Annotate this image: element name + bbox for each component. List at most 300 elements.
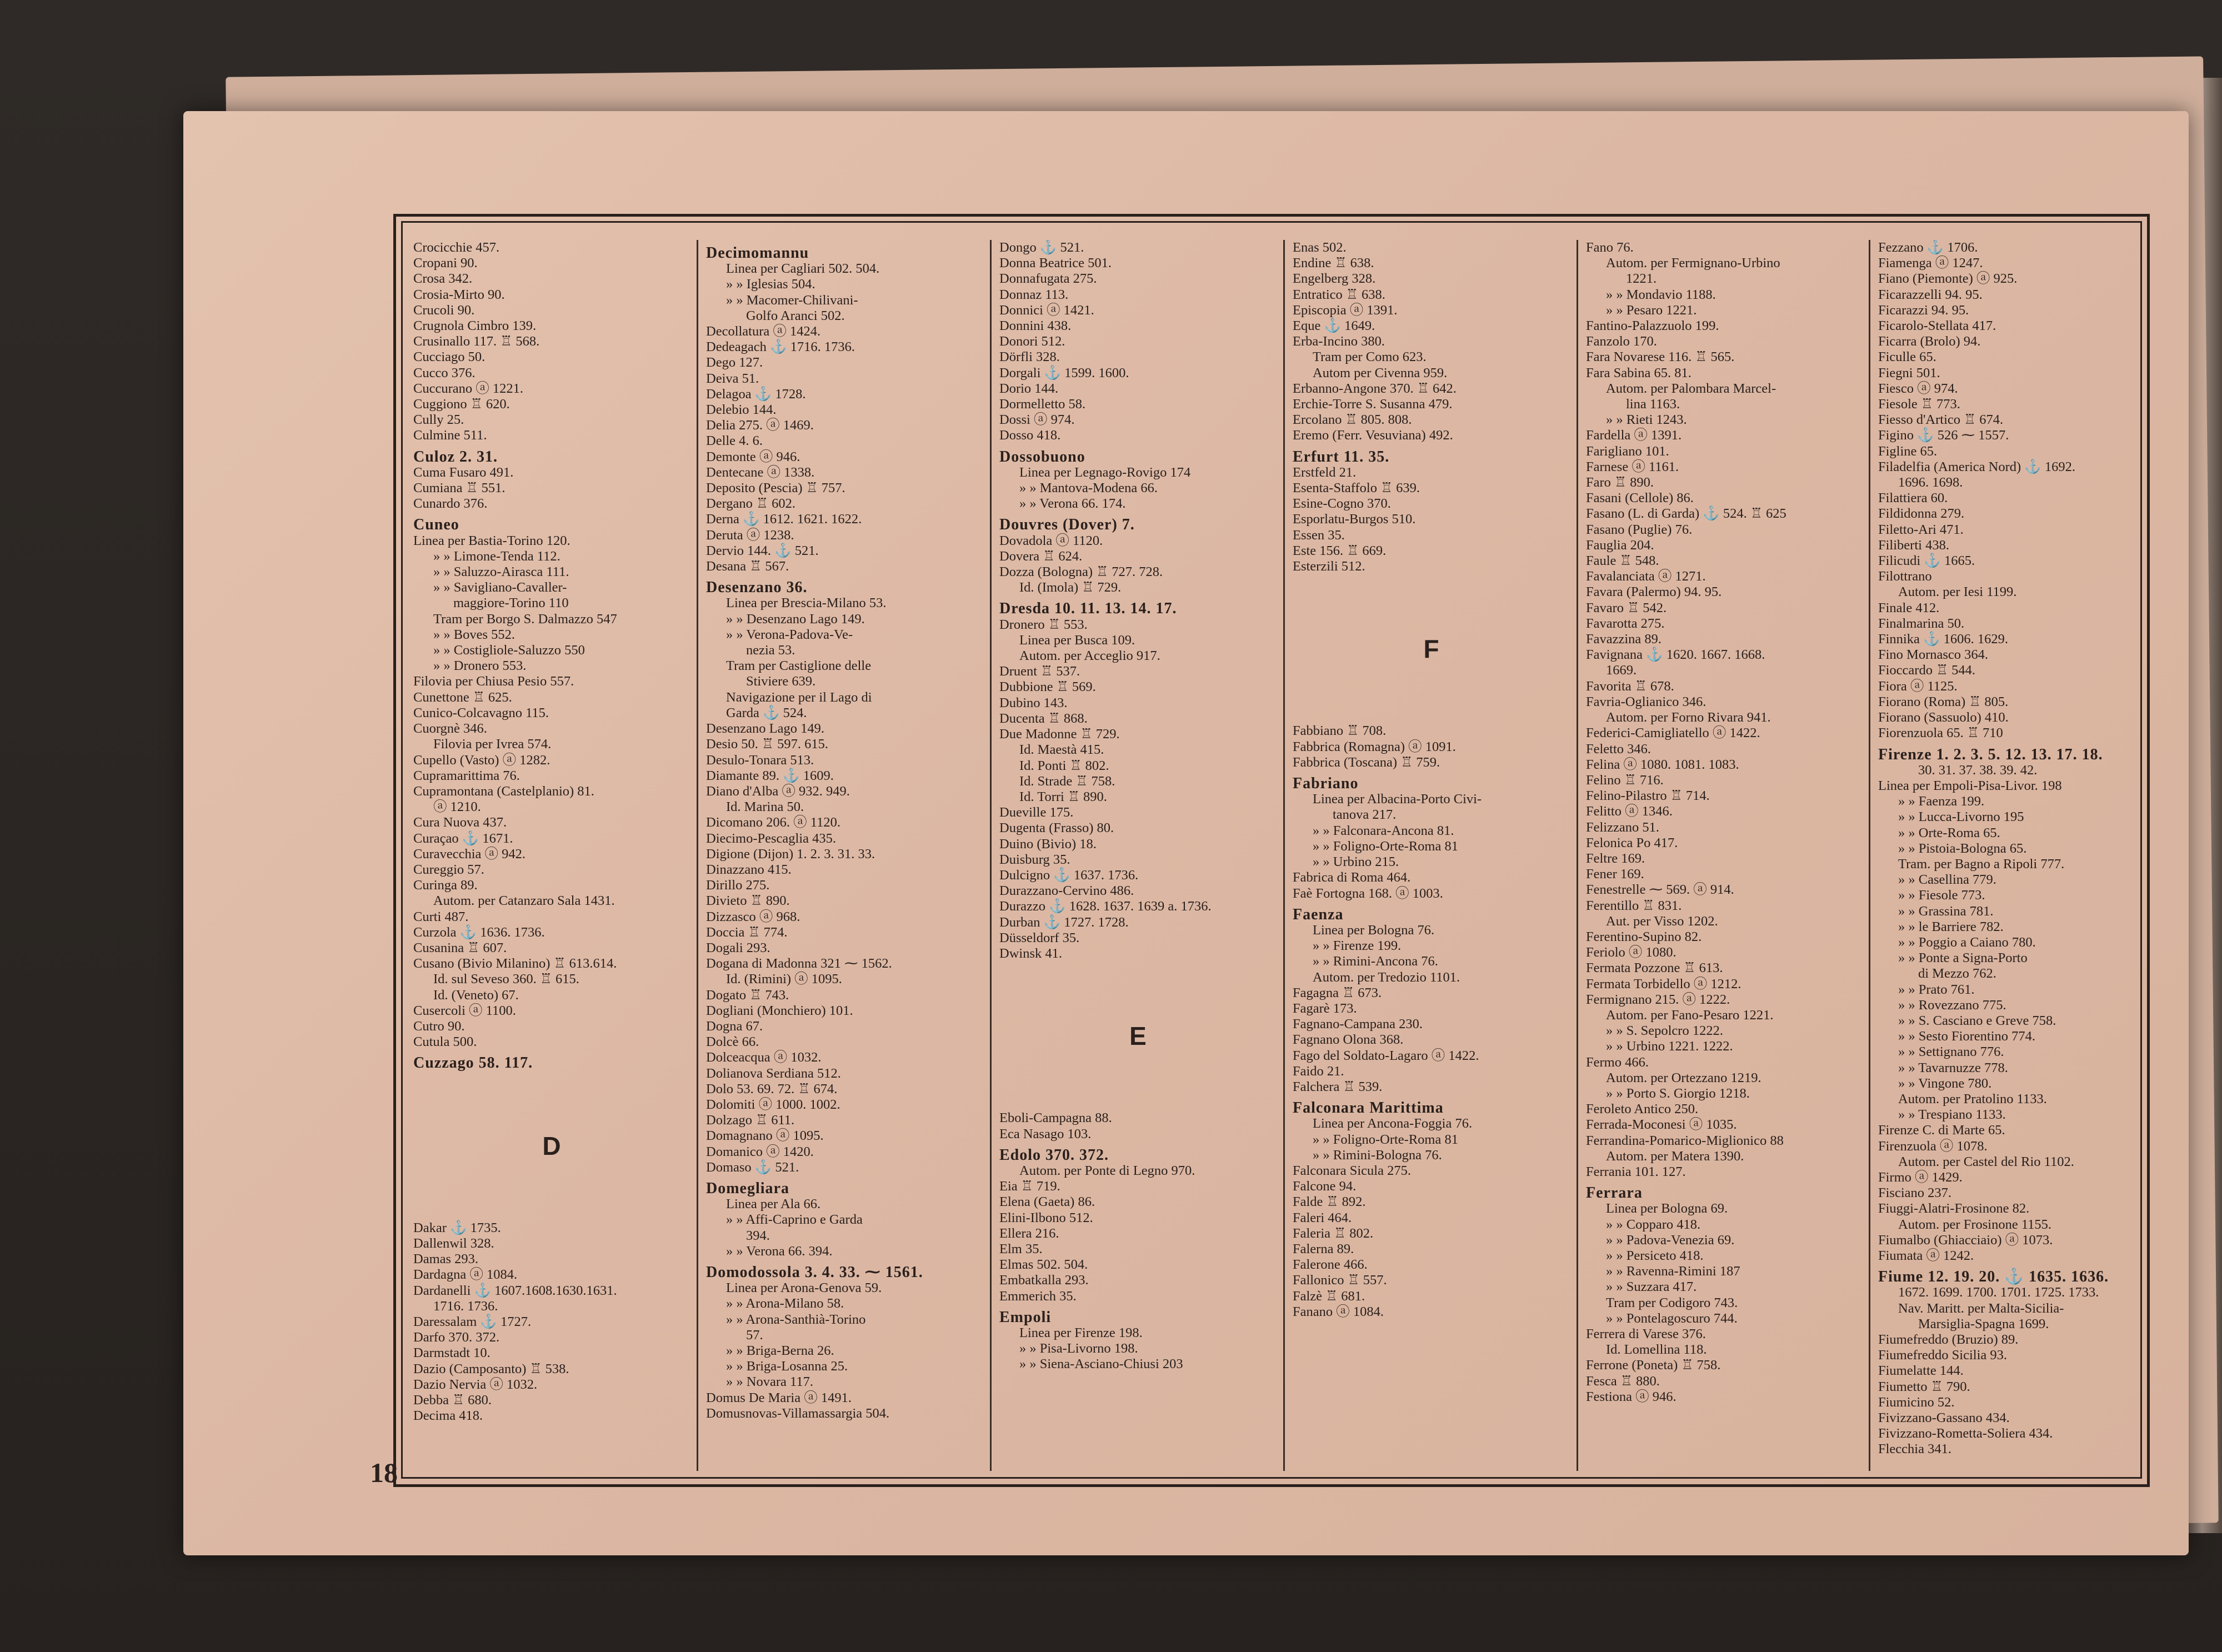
- index-entry: Dergano ♖ 602.: [706, 496, 795, 512]
- index-entry: Erbanno-Angone 370. ♖ 642.: [1293, 381, 1457, 396]
- index-entry: Favorita ♖ 678.: [1586, 678, 1674, 694]
- index-entry: » » Orte-Roma 65.: [1898, 825, 2000, 840]
- index-entry: Digione (Dijon) 1. 2. 3. 31. 33.: [706, 846, 875, 862]
- index-entry: Faleri 464.: [1293, 1210, 1352, 1225]
- index-entry: Fermo 466.: [1586, 1054, 1649, 1070]
- index-entry: Diano d'Alba ⓐ 932. 949.: [706, 783, 850, 799]
- index-entry: Id. (Imola) ♖ 729.: [1019, 580, 1122, 595]
- index-entry: Fanzolo 170.: [1586, 334, 1657, 349]
- index-entry: Linea per Bologna 76.: [1313, 922, 1435, 938]
- index-entry: Linea per Bologna 69.: [1606, 1201, 1728, 1217]
- index-entry: Durazzo ⚓ 1628. 1637. 1639 a. 1736.: [999, 899, 1212, 914]
- index-entry: Fivizzano-Gassano 434.: [1878, 1410, 2010, 1426]
- index-entry: Diecimo-Pescaglia 435.: [706, 830, 837, 846]
- index-entry: Delia 275. ⓐ 1469.: [706, 418, 814, 433]
- index-heading: Erfurt 11. 35.: [1293, 448, 1390, 465]
- index-entry: Erchie-Torre S. Susanna 479.: [1293, 397, 1453, 412]
- index-entry: Ficarazzi 94. 95.: [1878, 302, 1969, 318]
- index-entry: Deruta ⓐ 1238.: [706, 527, 794, 543]
- index-entry: Linea per Busca 109.: [1019, 632, 1135, 648]
- index-entry: » » Poggio a Caiano 780.: [1898, 934, 2036, 950]
- index-entry: Festiona ⓐ 946.: [1586, 1389, 1676, 1404]
- index-entry: Dizzasco ⓐ 968.: [706, 909, 800, 924]
- index-entry: » » Trespiano 1133.: [1898, 1107, 2006, 1123]
- index-entry: Autom. per Frosinone 1155.: [1898, 1217, 2052, 1232]
- index-entry: Eia ♖ 719.: [999, 1179, 1060, 1194]
- index-entry: Linea per Brescia-Milano 53.: [726, 595, 887, 611]
- index-entry: Cusano (Bivio Milanino) ♖ 613.614.: [413, 956, 617, 972]
- index-entry: Tram. per Bagno a Ripoli 777.: [1898, 856, 2065, 872]
- index-entry: Dogna 67.: [706, 1018, 763, 1034]
- index-entry: Fiuggi-Alatri-Frosinone 82.: [1878, 1201, 2030, 1217]
- index-entry: » » Briga-Berna 26.: [726, 1343, 834, 1359]
- index-entry: Fara Novarese 116. ♖ 565.: [1586, 349, 1735, 365]
- index-heading: Decimomannu: [706, 244, 809, 262]
- index-entry: Deiva 51.: [706, 371, 759, 386]
- index-entry: Felonica Po 417.: [1586, 835, 1678, 850]
- index-entry: Fabbrica (Toscana) ♖ 759.: [1293, 754, 1440, 770]
- index-entry: Feriolo ⓐ 1080.: [1586, 945, 1676, 960]
- index-entry: Fallonico ♖ 557.: [1293, 1273, 1387, 1288]
- index-entry: Fara Sabina 65. 81.: [1586, 365, 1691, 381]
- index-entry: » » Suzzara 417.: [1606, 1279, 1697, 1295]
- index-column-3: [990, 240, 1282, 1471]
- index-entry: » » Rieti 1243.: [1606, 412, 1687, 428]
- index-entry: Endine ♖ 638.: [1293, 256, 1374, 271]
- index-entry: Duino (Bivio) 18.: [999, 836, 1097, 852]
- index-entry: Cuccurano ⓐ 1221.: [413, 381, 523, 396]
- index-entry: Esine-Cogno 370.: [1293, 496, 1391, 512]
- index-entry: Farnese ⓐ 1161.: [1586, 459, 1679, 474]
- index-entry: Crugnola Cimbro 139.: [413, 318, 537, 334]
- index-entry: Delagoa ⚓ 1728.: [706, 386, 806, 402]
- index-entry: Federici-Camigliatello ⓐ 1422.: [1586, 725, 1760, 741]
- index-entry: » » Dronero 553.: [433, 658, 527, 674]
- page-number: 18: [370, 1457, 398, 1488]
- index-entry: Elini-Ilbono 512.: [999, 1210, 1093, 1225]
- index-entry: Linea per Legnago-Rovigo 174: [1019, 464, 1191, 480]
- index-heading: Firenze 1. 2. 3. 5. 12. 13. 17. 18.: [1878, 745, 2103, 763]
- index-entry: Felina ⓐ 1080. 1081. 1083.: [1586, 757, 1739, 772]
- index-entry: Dirillo 275.: [706, 878, 770, 893]
- index-entry: Crusinallo 117. ♖ 568.: [413, 334, 540, 349]
- index-entry: Fiumata ⓐ 1242.: [1878, 1248, 1974, 1263]
- index-entry: » » Grassina 781.: [1898, 903, 1994, 919]
- index-entry: Erba-Incino 380.: [1293, 334, 1385, 349]
- index-entry: Desana ♖ 567.: [706, 559, 789, 574]
- index-entry: Divieto ♖ 890.: [706, 893, 790, 909]
- index-entry: Firenzuola ⓐ 1078.: [1878, 1138, 1988, 1154]
- index-entry: Tram per Como 623.: [1313, 349, 1427, 365]
- index-entry: Id. Strade ♖ 758.: [1019, 773, 1115, 789]
- index-entry: Fildidonna 279.: [1878, 506, 1965, 522]
- index-entry: » » Foligno-Orte-Roma 81: [1313, 838, 1458, 854]
- index-heading: Dossobuono: [999, 448, 1085, 465]
- index-entry: Dallenwil 328.: [413, 1235, 494, 1251]
- index-entry: Dazio Nervia ⓐ 1032.: [413, 1376, 538, 1392]
- index-entry: Felino ♖ 716.: [1586, 772, 1664, 788]
- index-entry: Curzola ⚓ 1636. 1736.: [413, 924, 545, 940]
- index-entry: Faro ♖ 890.: [1586, 475, 1654, 490]
- index-entry: » » Porto S. Giorgio 1218.: [1606, 1085, 1750, 1101]
- index-entry: 30. 31. 37. 38. 39. 42.: [1918, 762, 2038, 778]
- index-entry: Este 156. ♖ 669.: [1293, 543, 1387, 558]
- index-entry: Cupello (Vasto) ⓐ 1282.: [413, 752, 551, 768]
- index-entry: Domanico ⓐ 1420.: [706, 1144, 814, 1159]
- index-entry: Filadelfia (America Nord) ⚓ 1692.: [1878, 459, 2076, 474]
- index-entry: » » Faenza 199.: [1898, 794, 1985, 809]
- index-entry: Eboli-Campagna 88.: [999, 1110, 1112, 1126]
- index-entry: Crucoli 90.: [413, 302, 475, 318]
- index-entry: Demonte ⓐ 946.: [706, 449, 800, 464]
- index-entry: Ferrone (Poneta) ♖ 758.: [1586, 1358, 1721, 1373]
- index-entry: » » Urbino 1221. 1222.: [1606, 1039, 1733, 1054]
- index-entry: Düsseldorf 35.: [999, 930, 1080, 945]
- index-entry: Id. Marina 50.: [726, 799, 804, 815]
- index-entry: Dolcè 66.: [706, 1034, 759, 1050]
- index-entry: » » Macomer-Chilivani-: [726, 292, 858, 308]
- index-entry: Ferrada-Moconesi ⓐ 1035.: [1586, 1117, 1737, 1133]
- index-entry: Cunettone ♖ 625.: [413, 689, 512, 705]
- index-entry: Doccia ♖ 774.: [706, 924, 788, 940]
- index-entry: » » Verona 66. 394.: [726, 1243, 833, 1259]
- index-entry: Eque ⚓ 1649.: [1293, 318, 1375, 334]
- index-entry: Crosa 342.: [413, 271, 473, 287]
- index-heading: Dresda 10. 11. 13. 14. 17.: [999, 600, 1177, 618]
- index-entry: Curavecchia ⓐ 942.: [413, 846, 526, 862]
- index-entry: Ficarazzelli 94. 95.: [1878, 287, 1983, 302]
- index-entry: Finalmarina 50.: [1878, 615, 1965, 631]
- index-entry: Linea per Arona-Genova 59.: [726, 1280, 882, 1296]
- index-entry: Crosia-Mirto 90.: [413, 287, 505, 302]
- index-entry: Eca Nasago 103.: [999, 1126, 1092, 1142]
- index-entry: » » Affi-Caprino e Garda: [726, 1212, 863, 1228]
- index-entry: Cully 25.: [413, 412, 464, 428]
- index-entry: » » Prato 761.: [1898, 982, 1975, 997]
- index-entry: Cucciago 50.: [413, 349, 486, 365]
- index-entry: Linea per Firenze 198.: [1019, 1325, 1143, 1340]
- index-entry: Fiorano (Roma) ♖ 805.: [1878, 694, 2009, 709]
- index-entry: Decima 418.: [413, 1408, 483, 1424]
- index-entry: Flecchia 341.: [1878, 1441, 1951, 1457]
- index-entry: Cupramarittima 76.: [413, 768, 520, 783]
- index-entry: Fiumicino 52.: [1878, 1394, 1955, 1410]
- index-entry: Farigliano 101.: [1586, 443, 1669, 459]
- index-entry: di Mezzo 762.: [1918, 966, 1996, 982]
- index-entry: » » Vingone 780.: [1898, 1075, 1992, 1091]
- index-heading: Empoli: [999, 1308, 1052, 1326]
- index-entry: Dueville 175.: [999, 805, 1074, 820]
- index-entry: Elena (Gaeta) 86.: [999, 1194, 1095, 1210]
- section-letter: E: [1129, 1022, 1147, 1051]
- index-entry: Navigazione per il Lago di: [726, 689, 872, 705]
- index-entry: Dogliani (Monchiero) 101.: [706, 1003, 853, 1018]
- index-entry: Feletto 346.: [1586, 741, 1652, 757]
- index-entry: Elmas 502. 504.: [999, 1257, 1088, 1273]
- index-entry: Finnika ⚓ 1606. 1629.: [1878, 632, 2008, 647]
- index-entry: Cucco 376.: [413, 365, 476, 381]
- index-entry: Dolceacqua ⓐ 1032.: [706, 1050, 822, 1065]
- index-entry: Linea per Bastia-Torino 120.: [413, 533, 570, 548]
- index-entry: Cupramontana (Castelplanio) 81.: [413, 783, 594, 799]
- index-entry: Domus De Maria ⓐ 1491.: [706, 1390, 852, 1405]
- index-entry: Dakar ⚓ 1735.: [413, 1220, 501, 1235]
- index-entry: Fisciano 237.: [1878, 1185, 1952, 1201]
- index-entry: Falerna 89.: [1293, 1241, 1354, 1256]
- index-entry: » » Rimini-Bologna 76.: [1313, 1147, 1442, 1163]
- index-entry: Favarotta 275.: [1586, 615, 1665, 631]
- index-entry: Tram per Borgo S. Dalmazzo 547: [433, 611, 617, 627]
- index-entry: Fasano (Puglie) 76.: [1586, 522, 1693, 537]
- index-entry: » » Ravenna-Rimini 187: [1606, 1264, 1740, 1279]
- index-entry: Feroleto Antico 250.: [1586, 1102, 1699, 1117]
- index-entry: Domaso ⚓ 521.: [706, 1159, 799, 1175]
- index-entry: » » Fiesole 773.: [1898, 888, 1985, 903]
- index-entry: Felino-Pilastro ♖ 714.: [1586, 788, 1710, 804]
- index-entry: Cusercoli ⓐ 1100.: [413, 1003, 516, 1018]
- index-entry: » » Lucca-Livorno 195: [1898, 809, 2024, 825]
- index-entry: » » Novara 117.: [726, 1374, 813, 1390]
- index-entry: Delle 4. 6.: [706, 433, 763, 449]
- index-entry: Donori 512.: [999, 334, 1065, 349]
- index-column-2: [697, 240, 989, 1471]
- index-entry: Delebio 144.: [706, 402, 777, 418]
- index-entry: » » S. Casciano e Greve 758.: [1898, 1013, 2056, 1028]
- index-entry: » » le Barriere 782.: [1898, 919, 2004, 934]
- index-entry: Desenzano Lago 149.: [706, 721, 824, 737]
- index-entry: Episcopia ⓐ 1391.: [1293, 302, 1398, 318]
- index-entry: Donna Beatrice 501.: [999, 256, 1112, 271]
- index-entry: Cropani 90.: [413, 256, 478, 271]
- index-entry: Autom. per Castel del Rio 1102.: [1898, 1154, 2074, 1169]
- index-entry: Dervio 144. ⚓ 521.: [706, 543, 819, 558]
- index-entry: Dolomiti ⓐ 1000. 1002.: [706, 1097, 840, 1112]
- index-entry: Ferentillo ♖ 831.: [1586, 898, 1682, 913]
- index-entry: Autom. per Acceglio 917.: [1019, 648, 1160, 664]
- index-entry: Ficulle 65.: [1878, 349, 1936, 365]
- index-entry: 57.: [746, 1327, 763, 1343]
- index-entry: Fardella ⓐ 1391.: [1586, 428, 1682, 443]
- index-entry: Eremo (Ferr. Vesuviana) 492.: [1293, 428, 1453, 443]
- index-column-1: [406, 240, 695, 1471]
- index-heading: Cuneo: [413, 516, 459, 534]
- index-entry: Autom. per Fermignano-Urbino: [1606, 256, 1780, 271]
- index-entry: Cumiana ♖ 551.: [413, 480, 506, 496]
- index-entry: Linea per Ancona-Foggia 76.: [1313, 1116, 1473, 1132]
- index-entry: Dolianova Serdiana 512.: [706, 1065, 841, 1081]
- index-entry: Autom. per Ponte di Legno 970.: [1019, 1163, 1195, 1178]
- index-entry: Favria-Oglianico 346.: [1586, 694, 1706, 709]
- index-entry: Dolo 53. 69. 72. ♖ 674.: [706, 1081, 838, 1097]
- index-entry: Fagagna ♖ 673.: [1293, 985, 1382, 1000]
- index-entry: Autom. per Fano-Pesaro 1221.: [1606, 1007, 1774, 1023]
- index-entry: Filovia per Chiusa Pesio 557.: [413, 674, 574, 689]
- index-entry: » » Iglesias 504.: [726, 277, 815, 292]
- index-entry: Dogali 293.: [706, 940, 770, 955]
- index-entry: Dicomano 206. ⓐ 1120.: [706, 815, 841, 830]
- index-heading: Domegliara: [706, 1179, 789, 1197]
- index-entry: » » S. Sepolcro 1222.: [1606, 1023, 1723, 1039]
- index-entry: » » Pisa-Livorno 198.: [1019, 1341, 1138, 1356]
- index-entry: Fanano ⓐ 1084.: [1293, 1304, 1384, 1319]
- index-entry: Curaçao ⚓ 1671.: [413, 830, 513, 846]
- index-entry: Id. Maestà 415.: [1019, 742, 1104, 758]
- index-entry: Id. Ponti ♖ 802.: [1019, 758, 1109, 773]
- index-entry: Autom. per Tredozio 1101.: [1313, 969, 1460, 985]
- index-entry: Fiesole ♖ 773.: [1878, 397, 1960, 412]
- index-entry: Fantino-Palazzuolo 199.: [1586, 318, 1719, 334]
- index-entry: Id. Lomellina 118.: [1606, 1342, 1707, 1358]
- index-entry: Enas 502.: [1293, 240, 1347, 255]
- index-entry: Fiumefreddo (Bruzio) 89.: [1878, 1332, 2019, 1348]
- index-entry: Autom. per Palombara Marcel-: [1606, 381, 1776, 396]
- index-entry: Due Madonne ♖ 729.: [999, 727, 1120, 742]
- index-entry: » » Settignano 776.: [1898, 1044, 2004, 1060]
- index-entry: Fiano (Piemonte) ⓐ 925.: [1878, 271, 2018, 287]
- index-entry: Fiora ⓐ 1125.: [1878, 678, 1958, 694]
- index-entry: Fino Mornasco 364.: [1878, 647, 1989, 663]
- index-entry: Derna ⚓ 1612. 1621. 1622.: [706, 512, 862, 527]
- index-entry: Esenta-Staffolo ♖ 639.: [1293, 480, 1420, 496]
- index-entry: 1696. 1698.: [1898, 475, 1963, 490]
- index-entry: Fagnano-Campana 230.: [1293, 1017, 1423, 1032]
- index-entry: » » Foligno-Orte-Roma 81: [1313, 1132, 1458, 1147]
- index-entry: Domusnovas-Villamassargia 504.: [706, 1405, 890, 1421]
- index-entry: Cuorgnè 346.: [413, 721, 487, 737]
- index-entry: Erstfeld 21.: [1293, 464, 1357, 480]
- index-entry: Engelberg 328.: [1293, 271, 1376, 287]
- index-entry: Faleria ♖ 802.: [1293, 1225, 1374, 1241]
- index-entry: Fabrica di Roma 464.: [1293, 870, 1411, 885]
- index-entry: Darmstadt 10.: [413, 1345, 491, 1361]
- index-entry: Fagarè 173.: [1293, 1000, 1357, 1016]
- index-entry: Nav. Maritt. per Malta-Sicilia-: [1898, 1300, 2064, 1316]
- index-entry: Faè Fortogna 168. ⓐ 1003.: [1293, 885, 1443, 901]
- index-entry: 1716. 1736.: [433, 1298, 498, 1314]
- index-entry: Tram per Codigoro 743.: [1606, 1295, 1738, 1310]
- index-entry: Dosso 418.: [999, 428, 1061, 443]
- index-entry: Fiorano (Sassuolo) 410.: [1878, 710, 2009, 725]
- index-heading: Culoz 2. 31.: [413, 448, 498, 465]
- index-entry: Firenze C. di Marte 65.: [1878, 1123, 2005, 1138]
- index-entry: » » Savigliano-Cavaller-: [433, 580, 567, 595]
- index-entry: » » Briga-Losanna 25.: [726, 1359, 848, 1374]
- index-entry: Dedeagach ⚓ 1716. 1736.: [706, 339, 855, 355]
- index-entry: Dentecane ⓐ 1338.: [706, 464, 815, 480]
- index-heading: Cuzzago 58. 117.: [413, 1054, 533, 1072]
- index-entry: Fiesso d'Artico ♖ 674.: [1878, 412, 2004, 428]
- index-entry: Ercolano ♖ 805. 808.: [1293, 412, 1412, 428]
- index-entry: » » Arona-Santhià-Torino: [726, 1311, 866, 1327]
- index-entry: » » Urbino 215.: [1313, 854, 1399, 870]
- index-entry: Fesca ♖ 880.: [1586, 1373, 1660, 1389]
- index-entry: Dovadola ⓐ 1120.: [999, 533, 1103, 548]
- index-entry: ⓐ 1210.: [433, 799, 481, 815]
- index-entry: Faule ♖ 548.: [1586, 553, 1659, 569]
- index-entry: » » Rovezzano 775.: [1898, 997, 2006, 1013]
- index-entry: Desulo-Tonara 513.: [706, 752, 814, 768]
- index-entry: Fiumelatte 144.: [1878, 1363, 1964, 1379]
- index-entry: Autom. per Pratolino 1133.: [1898, 1091, 2047, 1107]
- index-entry: Esterzili 512.: [1293, 559, 1365, 574]
- index-entry: Darfo 370. 372.: [413, 1330, 500, 1345]
- index-entry: Ferrera di Varese 376.: [1586, 1326, 1706, 1342]
- index-entry: Durban ⚓ 1727. 1728.: [999, 914, 1129, 930]
- index-entry: Esporlatu-Burgos 510.: [1293, 512, 1416, 527]
- index-entry: Marsiglia-Spagna 1699.: [1918, 1316, 2049, 1331]
- index-entry: Filetto-Ari 471.: [1878, 522, 1964, 537]
- index-entry: Dozza (Bologna) ♖ 727. 728.: [999, 564, 1163, 580]
- index-entry: Dubino 143.: [999, 695, 1068, 710]
- index-entry: Id. sul Seveso 360. ♖ 615.: [433, 972, 579, 987]
- index-entry: Ferentino-Supino 82.: [1586, 929, 1702, 944]
- index-entry: Fiorenzuola 65. ♖ 710: [1878, 725, 2003, 741]
- index-entry: Dossi ⓐ 974.: [999, 412, 1075, 428]
- index-entry: Deposito (Pescia) ♖ 757.: [706, 480, 845, 496]
- index-entry: Falchera ♖ 539.: [1293, 1079, 1383, 1094]
- index-entry: Firmo ⓐ 1429.: [1878, 1169, 1963, 1185]
- index-entry: Donnafugata 275.: [999, 271, 1097, 287]
- index-entry: Figino ⚓ 526 ⁓ 1557.: [1878, 428, 2009, 443]
- index-entry: Dörfli 328.: [999, 349, 1060, 365]
- index-entry: Dubbione ♖ 569.: [999, 679, 1096, 695]
- index-entry: Donnaz 113.: [999, 287, 1069, 302]
- index-entry: Ducenta ♖ 868.: [999, 710, 1088, 726]
- index-entry: Fiesco ⓐ 974.: [1878, 381, 1958, 396]
- index-entry: Dazio (Camposanto) ♖ 538.: [413, 1361, 569, 1376]
- index-entry: Damas 293.: [413, 1251, 479, 1267]
- index-entry: Cunardo 376.: [413, 496, 488, 512]
- index-entry: Dugenta (Frasso) 80.: [999, 820, 1114, 836]
- index-entry: Curinga 89.: [413, 878, 478, 893]
- index-entry: Falzè ♖ 681.: [1293, 1288, 1365, 1304]
- index-entry: Elm 35.: [999, 1241, 1043, 1256]
- index-entry: Dorio 144.: [999, 381, 1059, 396]
- index-entry: Autom. per Matera 1390.: [1606, 1148, 1744, 1164]
- index-entry: Fermata Torbidello ⓐ 1212.: [1586, 976, 1741, 992]
- index-heading: Faenza: [1293, 905, 1344, 923]
- index-entry: Felizzano 51.: [1586, 819, 1659, 835]
- index-entry: » » Persiceto 418.: [1606, 1248, 1704, 1263]
- index-entry: » » Siena-Asciano-Chiusi 203: [1019, 1356, 1183, 1372]
- index-entry: Aut. per Visso 1202.: [1606, 913, 1718, 929]
- index-entry: Dovera ♖ 624.: [999, 548, 1083, 564]
- index-entry: Curti 487.: [413, 909, 469, 924]
- index-entry: Durazzano-Cervino 486.: [999, 883, 1134, 899]
- index-entry: Finale 412.: [1878, 600, 1940, 615]
- index-entry: Filiberti 438.: [1878, 537, 1949, 553]
- index-entry: Cutro 90.: [413, 1018, 465, 1034]
- index-entry: Fabbrica (Romagna) ⓐ 1091.: [1293, 739, 1456, 754]
- index-entry: Falde ♖ 892.: [1293, 1194, 1366, 1210]
- index-entry: Cunico-Colcavagno 115.: [413, 705, 549, 720]
- index-entry: Fiamenga ⓐ 1247.: [1878, 256, 1983, 271]
- index-entry: 1672. 1699. 1700. 1701. 1725. 1733.: [1898, 1285, 2099, 1300]
- index-entry: Fezzano ⚓ 1706.: [1878, 240, 1978, 255]
- index-entry: Autom. per Iesi 1199.: [1898, 584, 2017, 600]
- index-entry: Felitto ⓐ 1346.: [1586, 804, 1673, 819]
- index-entry: Emmerich 35.: [999, 1288, 1077, 1304]
- index-entry: Duisburg 35.: [999, 852, 1070, 867]
- index-column-5: [1577, 240, 1868, 1471]
- index-entry: Fermata Pozzone ♖ 613.: [1586, 960, 1723, 976]
- index-entry: Fagnano Olona 368.: [1293, 1032, 1404, 1048]
- index-entry: » » Verona 66. 174.: [1019, 496, 1126, 512]
- index-entry: Autom. per Forno Rivara 941.: [1606, 710, 1771, 725]
- index-entry: Favaro ♖ 542.: [1586, 600, 1667, 615]
- index-entry: » » Padova-Venezia 69.: [1606, 1232, 1735, 1248]
- index-entry: Figline 65.: [1878, 443, 1938, 459]
